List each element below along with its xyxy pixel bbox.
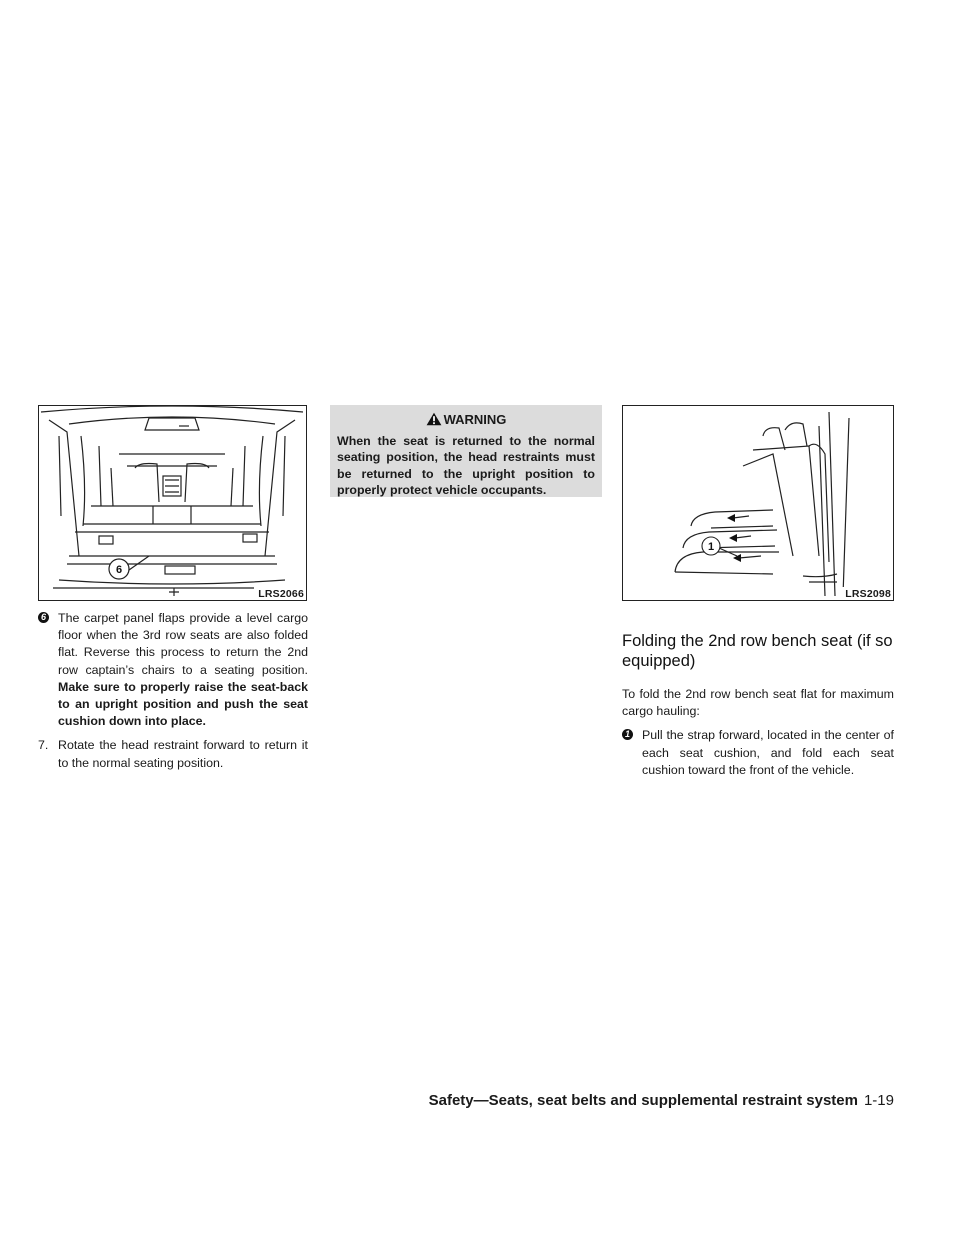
item-marker-6: 6 xyxy=(38,612,49,623)
cargo-area-illustration xyxy=(38,405,307,601)
figure-code: LRS2098 xyxy=(841,587,893,600)
item-marker-1: 1 xyxy=(622,729,633,740)
figure-code: LRS2066 xyxy=(254,587,306,600)
bench-seat-drawing xyxy=(623,406,892,599)
warning-icon xyxy=(426,412,442,430)
warning-title: WARNING xyxy=(443,412,507,427)
page-number: 1-19 xyxy=(863,1092,894,1109)
intro-text: To fold the 2nd row bench seat flat for maximum cargo hauling: xyxy=(622,687,894,719)
left-column xyxy=(38,610,308,772)
section-heading: Folding the 2nd row bench seat (if so equipped) xyxy=(622,632,893,670)
item-1-text: Pull the strap forward, located in the center of each seat cushion, and fold each seat cushion toward the front of the vehicle. xyxy=(642,728,894,777)
page-footer xyxy=(429,1092,894,1109)
warning-box xyxy=(330,405,602,497)
warning-text: When the seat is returned to the normal seating position, the head restraints must be returned to the upright position to properly protect vehicle occupants. xyxy=(337,434,595,498)
step-7 xyxy=(38,737,308,771)
figure-callout-1: 1 xyxy=(707,541,715,553)
footer-section-title: Safety—Seats, seat belts and supplemental restraint system xyxy=(428,1092,858,1109)
warning-heading xyxy=(337,411,595,430)
item-6-bold-text: Make sure to properly raise the seat-back to an upright position and push the seat cushion down into place. xyxy=(58,679,308,729)
bench-seat-illustration xyxy=(622,405,894,601)
right-column xyxy=(622,631,894,779)
cargo-area-drawing xyxy=(39,406,305,599)
item-6-text: The carpet panel flaps provide a level cargo floor when the 3rd row seats are also folded flat. Reverse this process to return the 2nd row captain’s chairs to a seating position. xyxy=(58,611,308,677)
step-7-number: 7. xyxy=(38,738,49,753)
list-item-6 xyxy=(38,610,308,730)
step-7-text: Rotate the head restraint forward to return it to the normal seating position. xyxy=(58,738,308,770)
list-item-1 xyxy=(622,727,894,779)
figure-callout-6: 6 xyxy=(115,564,123,576)
